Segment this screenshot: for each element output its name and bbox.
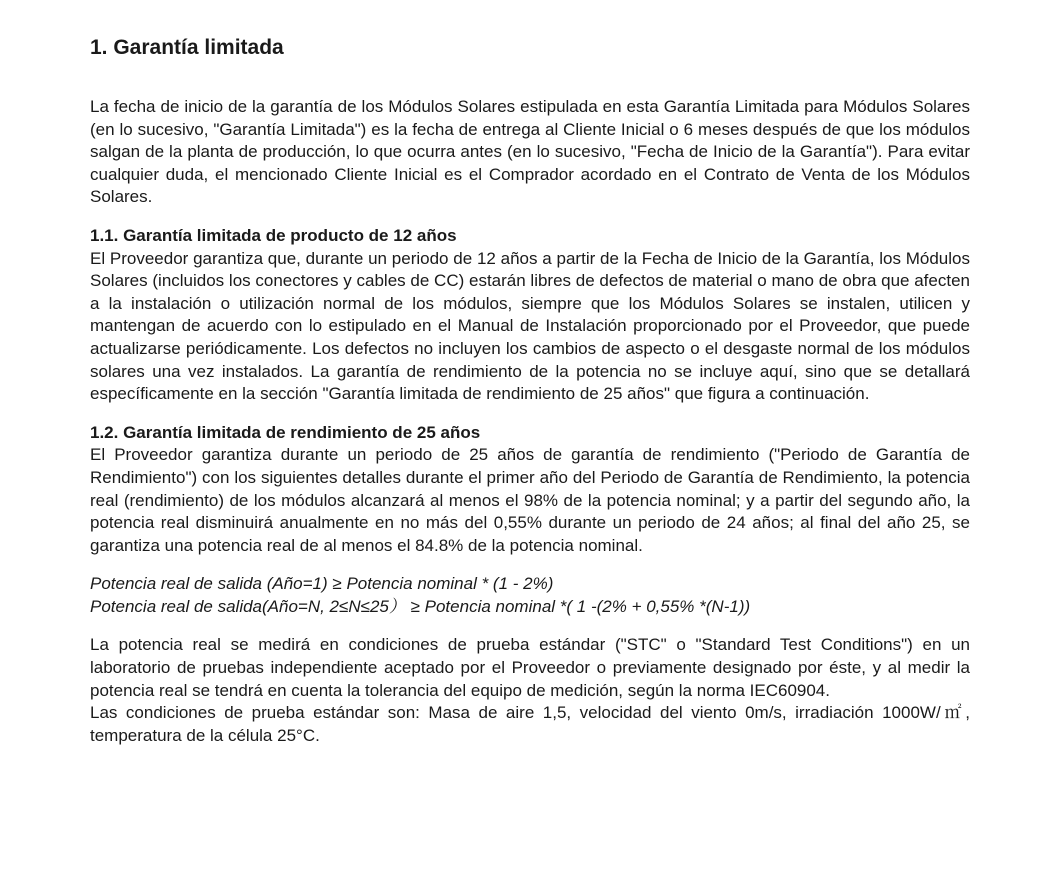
product-warranty-paragraph: El Proveedor garantiza que, durante un periodo de 12 años a partir de la Fecha de Inicio de la Garantía, los Módulos Solares (incluidos los conectores y cables de CC) estarán libres de defectos de material o mano de obra que afecten a la instalación o utilización normal de los módulos, siempre que los Módulos Solares se instalen, utilicen y mantengan de acuerdo con lo estipulado en el Manual de Instalación proporcionado por el Proveedor, que puede actualizarse periódicamente. Los defectos no incluyen los cambios de aspecto o el desgaste normal de los módulos solares una vez instalados. La garantía de rendimiento de la potencia no se incluye aquí, sino que se detallará específicamente en la sección "Garantía limitada de rendimiento de 25 años" que figura a continuación. <box>90 248 970 404</box>
spacer <box>90 557 970 573</box>
section-title: 1. Garantía limitada <box>90 36 284 59</box>
product-warranty-heading: 1.1. Garantía limitada de producto de 12 años <box>90 225 457 245</box>
performance-warranty-heading: 1.2. Garantía limitada de rendimiento de 25 años <box>90 422 481 442</box>
document-page <box>90 34 970 747</box>
spacer <box>90 618 970 634</box>
spacer <box>90 406 970 422</box>
performance-warranty-paragraph: El Proveedor garantiza durante un periodo de 25 años de garantía de rendimiento ("Periodo de Garantía de Rendimiento") con los siguientes detalles durante el primer año del Periodo de Garantía de Rendimiento, la potencia real (rendimiento) de los módulos alcanzará al menos el 98% de la potencia nominal; y a partir del segundo año, la potencia real disminuirá anualmente en no más del 0,55% durante un periodo de 24 años; al final del año 25, se garantiza una potencia real de al menos el 84.8% de la potencia nominal. <box>90 445 970 555</box>
formula-year-n: Potencia real de salida(Año=N, 2≤N≤25） ≥ Potencia nominal *( 1 -(2% + 0,55% *(N-1)) <box>90 596 751 616</box>
spacer <box>90 209 970 225</box>
measurement-paragraph: La potencia real se medirá en condiciones de prueba estándar ("STC" o "Standard Test Conditions") en un laboratorio de pruebas independiente aceptado por el Proveedor o previamente designado por éste, y al medir la potencia real se tendrá en cuenta la tolerancia del equipo de medición, según la norma IEC60904. <box>90 635 970 700</box>
test-conditions-paragraph: Las condiciones de prueba estándar son: Masa de aire 1,5, velocidad del viento 0m/s, irradiación 1000W/㎡, temperatura de la célula 25°C. <box>90 703 970 745</box>
formula-year-1: Potencia real de salida (Año=1) ≥ Potencia nominal * (1 - 2%) <box>90 574 554 594</box>
intro-paragraph: La fecha de inicio de la garantía de los Módulos Solares estipulada en esta Garantía Limitada para Módulos Solares (en lo sucesivo, "Garantía Limitada") es la fecha de entrega al Cliente Inicial o 6 meses después de que los módulos salgan de la planta de producción, lo que ocurra antes (en lo sucesivo, "Fecha de Inicio de la Garantía"). Para evitar cualquier duda, el mencionado Cliente Inicial es el Comprador acordado en el Contrato de Venta de los Módulos Solares. <box>90 97 970 207</box>
